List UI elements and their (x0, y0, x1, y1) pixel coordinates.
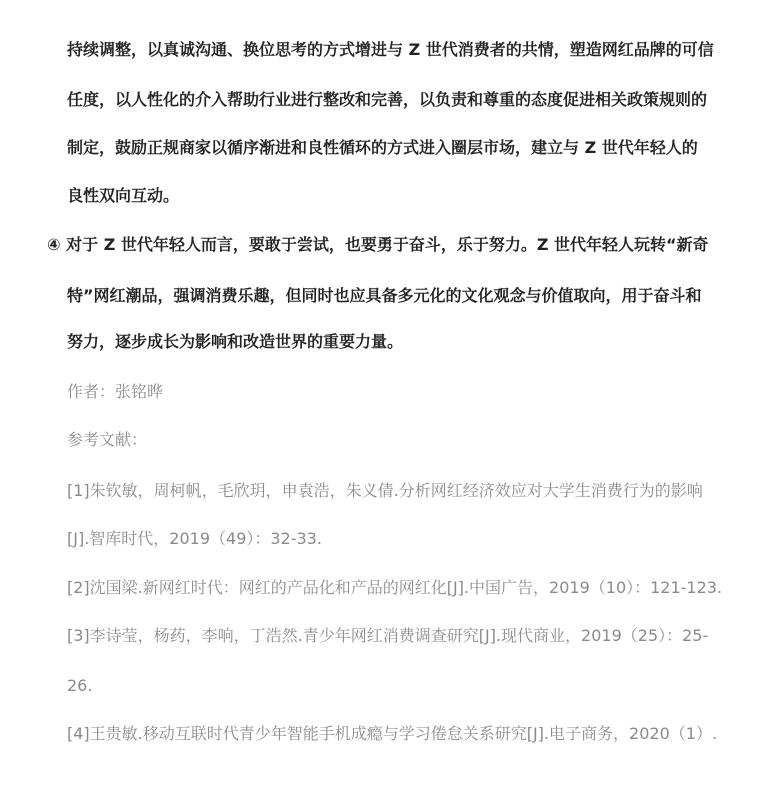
paragraph-line: ④ 对于 Z 世代年轻人而言，要敢于尝试，也要勇于奋斗，乐于努力。Z 世代年轻人玩转“新奇 (47, 235, 709, 254)
paragraph-line: 良性双向互动。 (67, 186, 180, 205)
reference-line: [J].智库时代，2019（49）：32-33. (67, 529, 322, 548)
paragraph-line: 任度，以人性化的介入帮助行业进行整改和完善，以负责和尊重的态度促进相关政策规则的 (67, 90, 708, 109)
reference-line: 26. (67, 676, 93, 695)
paragraph-line: 制定，鼓励正规商家以循序渐进和良性循环的方式进入圈层市场，建立与 Z 世代年轻人的 (67, 138, 698, 157)
references-heading: 参考文献： (67, 430, 148, 449)
reference-line: [4]王贵敏.移动互联时代青少年智能手机成瘾与学习倦怠关系研究[J].电子商务，2020（1）. (67, 724, 718, 743)
reference-line: [3]李诗莹，杨药，李响，丁浩然.青少年网红消费调查研究[J].现代商业，2019（25）：25- (67, 626, 709, 645)
author-line: 作者：张铭晔 (67, 382, 164, 401)
paragraph-line: 努力，逐步成长为影响和改造世界的重要力量。 (67, 332, 404, 351)
paragraph-line: 持续调整，以真诚沟通、换位思考的方式增进与 Z 世代消费者的共情，塑造网红品牌的可信 (67, 40, 714, 59)
reference-line: [2]沈国梁.新网红时代：网红的产品化和产品的网红化[J].中国广告，2019（10）：121-123. (67, 578, 723, 597)
paragraph-line: 特”网红潮品，强调消费乐趣，但同时也应具备多元化的文化观念与价值取向，用于奋斗和 (67, 286, 702, 305)
reference-line: [1]朱钦敏，周柯帆，毛欣玥，申袁浩，朱义倩.分析网红经济效应对大学生消费行为的影响 (67, 481, 703, 500)
